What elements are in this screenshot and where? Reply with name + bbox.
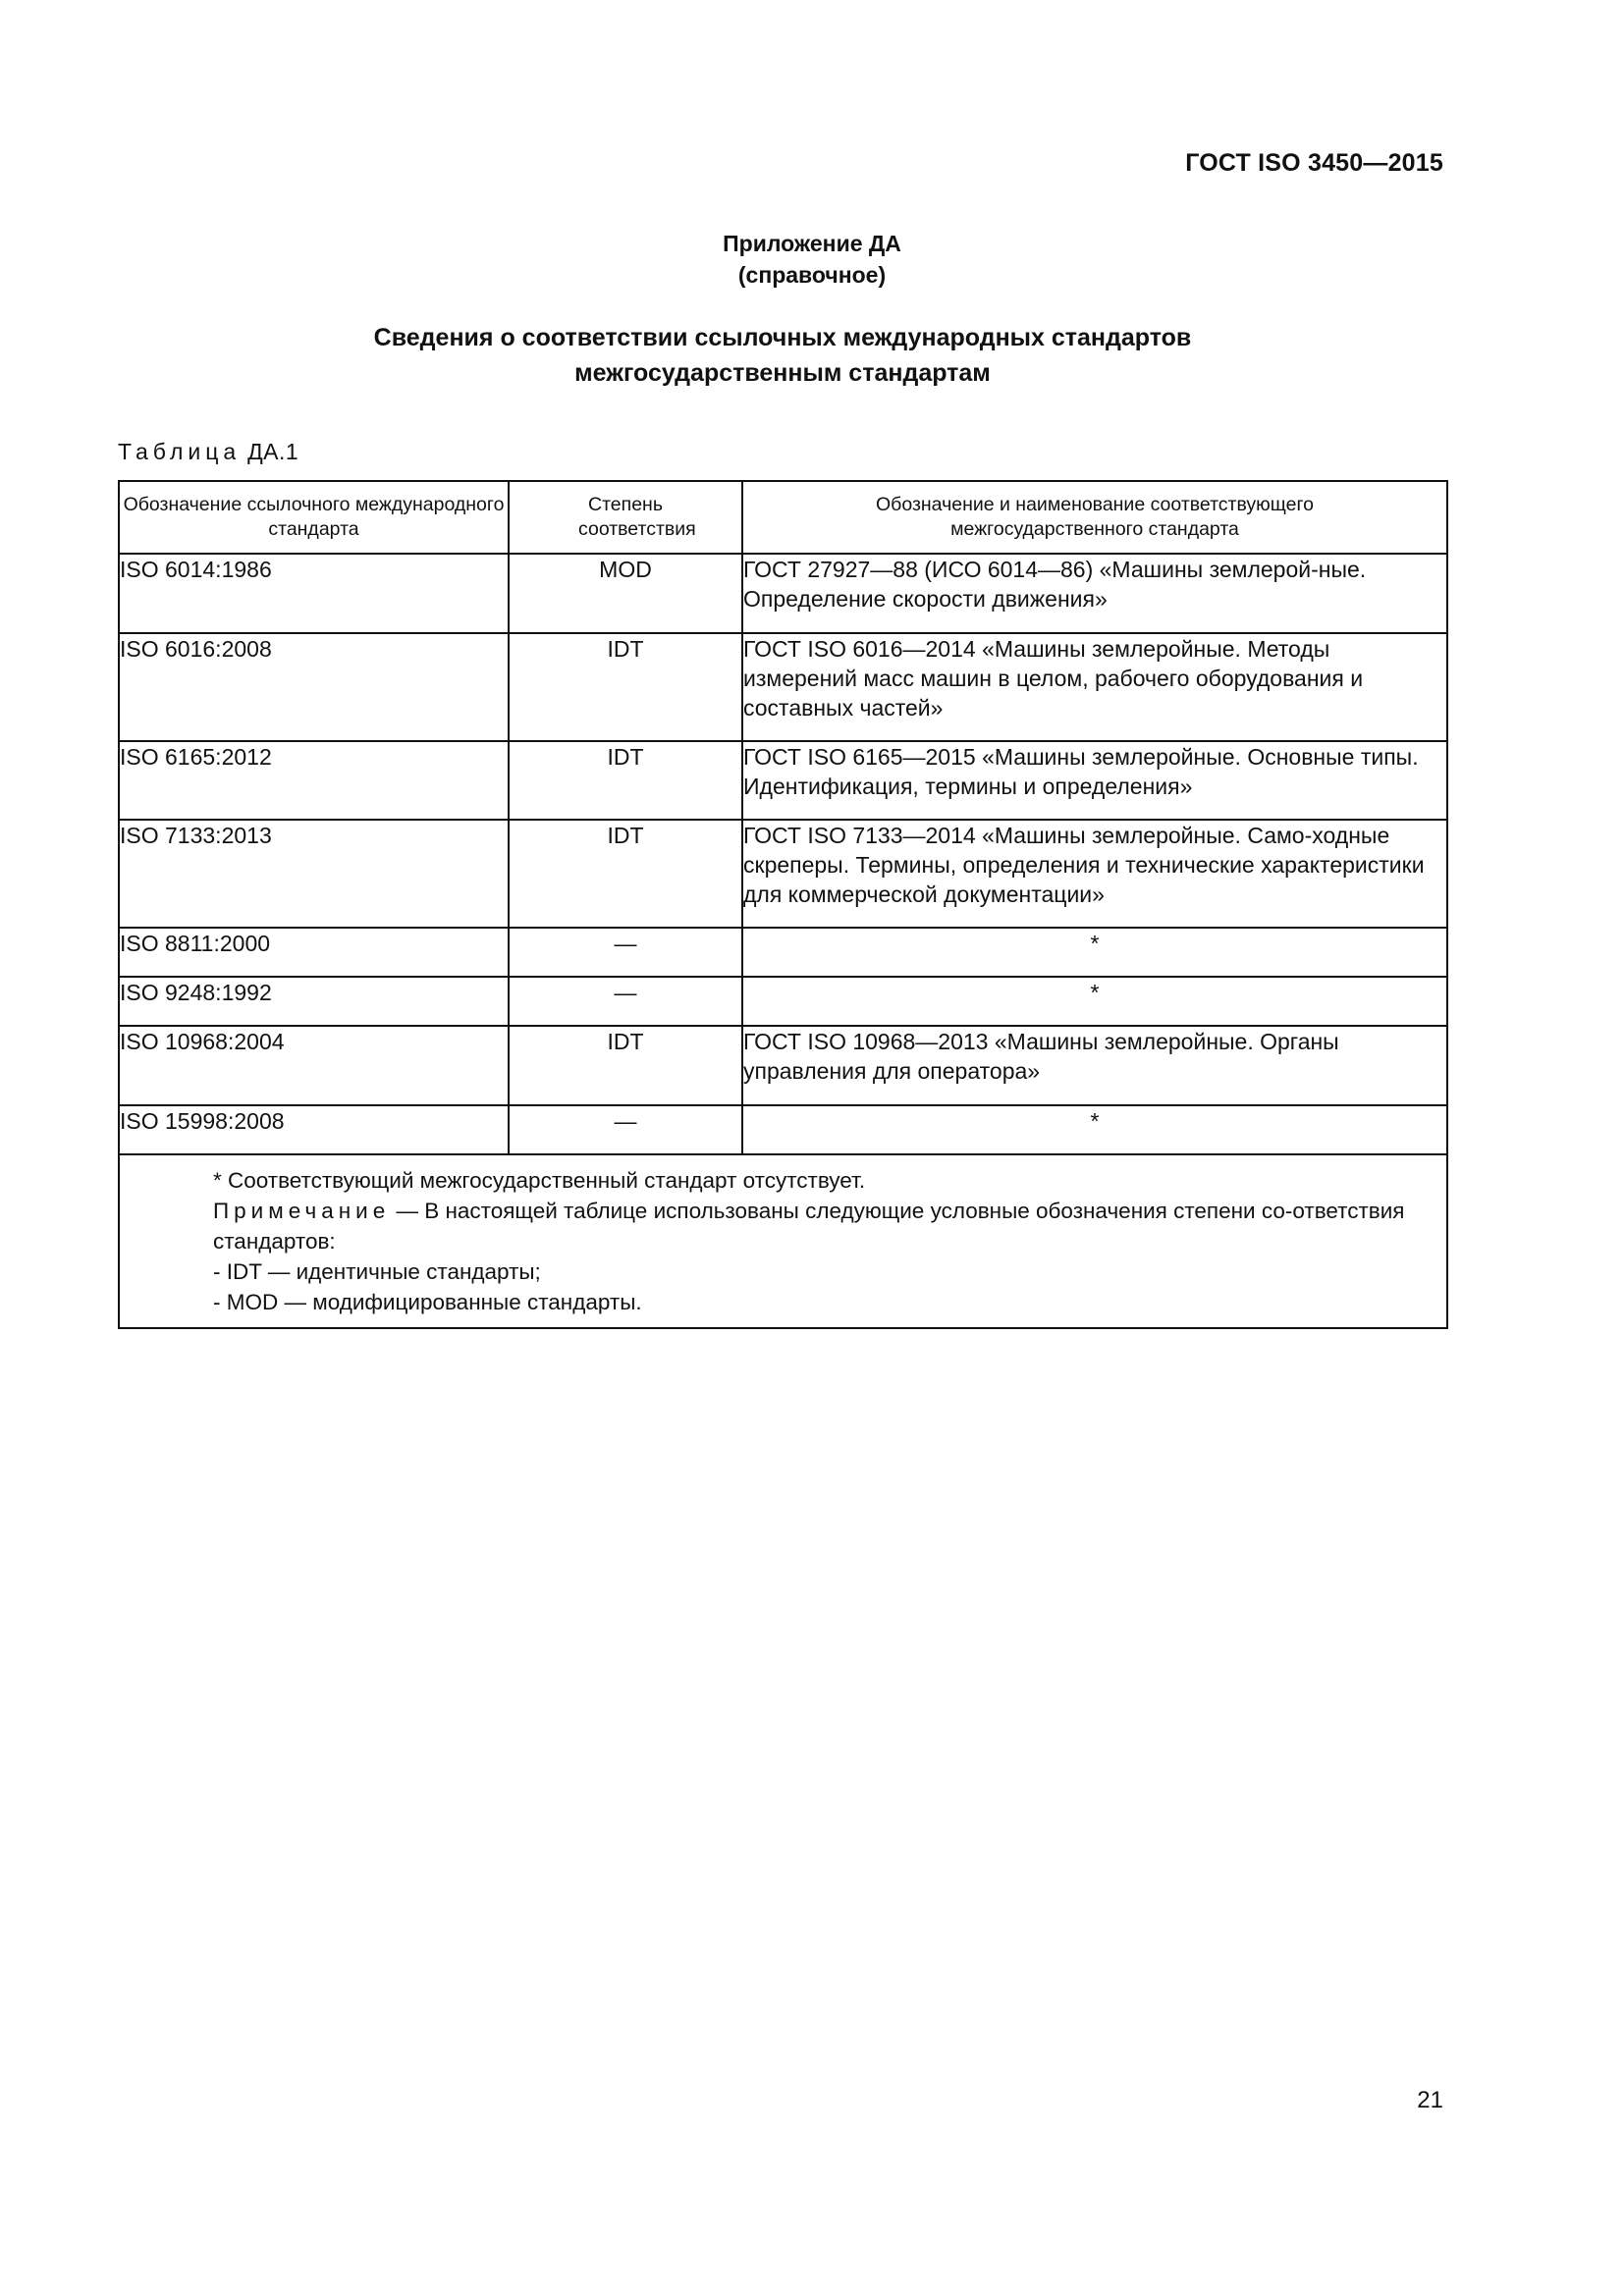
table-row bbox=[119, 820, 1447, 928]
appendix-title: Приложение ДА bbox=[723, 231, 901, 256]
cell-counterpart: * bbox=[742, 977, 1447, 1026]
section-title-line1: Сведения о соответствии ссылочных международных стандартов bbox=[373, 324, 1192, 351]
cell-degree: MOD bbox=[509, 554, 742, 633]
standards-correspondence-table bbox=[118, 480, 1448, 1329]
column-header-counterpart: Обозначение и наименование соответствующего межгосударственного стандарта bbox=[742, 481, 1447, 554]
document-code: ГОСТ ISO 3450—2015 bbox=[1185, 149, 1443, 177]
footnote-asterisk: * Соответствующий межгосударственный стандарт отсутствует. bbox=[213, 1168, 866, 1193]
table-caption-word: Таблица bbox=[118, 439, 242, 464]
table-footnote-row bbox=[119, 1154, 1447, 1328]
page-number: 21 bbox=[1417, 2087, 1443, 2113]
appendix-heading bbox=[0, 228, 1624, 291]
footnote-item-idt: - IDT — идентичные стандарты; bbox=[213, 1259, 541, 1284]
cell-degree: — bbox=[509, 1105, 742, 1154]
cell-degree: IDT bbox=[509, 741, 742, 820]
cell-degree: IDT bbox=[509, 1026, 742, 1105]
cell-counterpart: * bbox=[742, 928, 1447, 977]
table-row bbox=[119, 977, 1447, 1026]
cell-degree: — bbox=[509, 928, 742, 977]
cell-counterpart: ГОСТ ISO 10968—2013 «Машины землеройные. Органы управления для оператора» bbox=[742, 1026, 1447, 1105]
footnote-item-mod: - MOD — модифицированные стандарты. bbox=[213, 1290, 642, 1314]
table-row bbox=[119, 741, 1447, 820]
table-row bbox=[119, 554, 1447, 633]
cell-standard: ISO 6016:2008 bbox=[119, 633, 509, 741]
cell-standard: ISO 6165:2012 bbox=[119, 741, 509, 820]
footnote-note bbox=[132, 1196, 1435, 1256]
note-text: — В настоящей таблице использованы следующие условные обозначения степени со-ответствия стандартов: bbox=[213, 1199, 1405, 1254]
cell-counterpart: ГОСТ ISO 7133—2014 «Машины землеройные. Само-ходные скреперы. Термины, определения и технические характеристики для коммерческой документации» bbox=[742, 820, 1447, 928]
note-label: Примечание bbox=[213, 1199, 391, 1223]
cell-counterpart: ГОСТ 27927—88 (ИСО 6014—86) «Машины землерой-ные. Определение скорости движения» bbox=[742, 554, 1447, 633]
table-row bbox=[119, 1105, 1447, 1154]
table-caption-number: ДА.1 bbox=[247, 439, 299, 464]
table-row bbox=[119, 1026, 1447, 1105]
cell-counterpart: ГОСТ ISO 6165—2015 «Машины землеройные. Основные типы. Идентификация, термины и определения» bbox=[742, 741, 1447, 820]
appendix-subtitle: (справочное) bbox=[737, 262, 887, 288]
table-caption bbox=[118, 439, 298, 465]
cell-standard: ISO 7133:2013 bbox=[119, 820, 509, 928]
cell-standard: ISO 8811:2000 bbox=[119, 928, 509, 977]
cell-degree: — bbox=[509, 977, 742, 1026]
cell-standard: ISO 10968:2004 bbox=[119, 1026, 509, 1105]
table-header-row bbox=[119, 481, 1447, 554]
cell-standard: ISO 6014:1986 bbox=[119, 554, 509, 633]
table-row bbox=[119, 928, 1447, 977]
cell-counterpart: * bbox=[742, 1105, 1447, 1154]
table-footnote bbox=[119, 1154, 1447, 1328]
column-header-standard: Обозначение ссылочного международного стандарта bbox=[119, 481, 509, 554]
cell-standard: ISO 15998:2008 bbox=[119, 1105, 509, 1154]
column-header-degree: Степень соответствия bbox=[509, 481, 742, 554]
cell-standard: ISO 9248:1992 bbox=[119, 977, 509, 1026]
cell-degree: IDT bbox=[509, 633, 742, 741]
section-title bbox=[0, 320, 1624, 391]
cell-counterpart: ГОСТ ISO 6016—2014 «Машины землеройные. Методы измерений масс машин в целом, рабочего оборудования и составных частей» bbox=[742, 633, 1447, 741]
section-title-line2: межгосударственным стандартам bbox=[574, 359, 991, 387]
table-row bbox=[119, 633, 1447, 741]
cell-degree: IDT bbox=[509, 820, 742, 928]
